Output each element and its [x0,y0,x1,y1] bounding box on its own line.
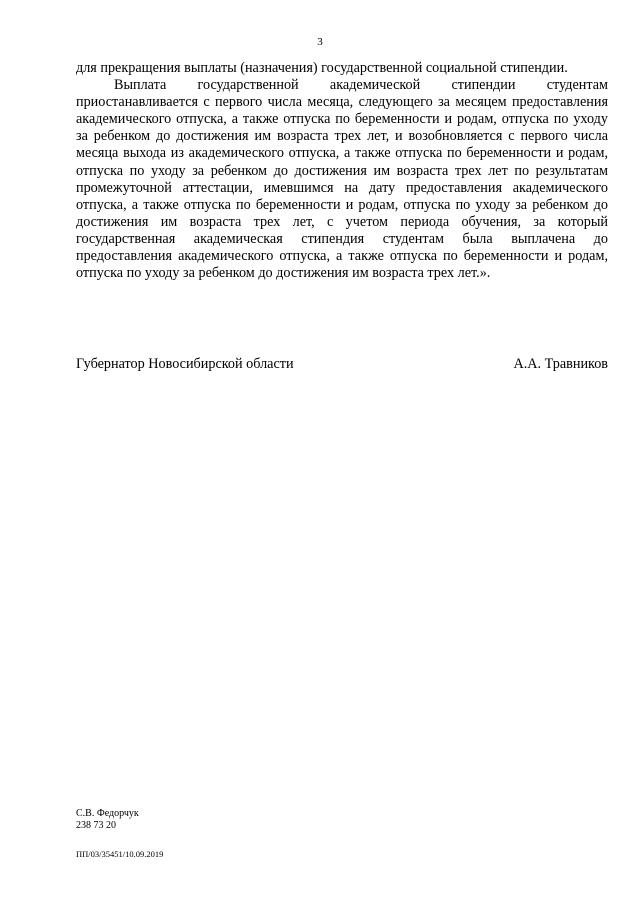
paragraph-stipend-suspension: Выплата государственной академической стипендии студентам приостанавливается с первого числа месяца, следующего за месяцем предоставления академического отпуска, а также отпуска по беременности и родам, отпуска по уходу за ребенком до достижения им возраста трех лет, и возобновляется с первого числа месяца выхода из академического отпуска, а также отпуска по беременности и родам, отпуска по уходу за ребенком до достижения им возраста трех лет по результатам промежуточной аттестации, имевшимся на дату предоставления академического отпуска, а также отпуска по беременности и родам, отпуска по уходу за ребенком до достижения им возраста трех лет, с учетом периода обучения, за который государственная академическая стипендия студентам была выплачена до предоставления академического отпуска, а также отпуска по беременности и родам, отпуска по уходу за ребенком до достижения им возраста трех лет.». [76,77,608,282]
document-body [76,60,608,282]
executor-contact [76,808,139,832]
executor-phone: 238 73 20 [76,820,116,831]
signature-block [76,356,608,373]
signatory-position: Губернатор Новосибирской области [76,356,294,372]
executor-name: С.В. Федорчук [76,808,139,819]
document-id: ПП/03/35451/10.09.2019 [76,849,164,859]
paragraph-continuation: для прекращения выплаты (назначения) государственной социальной стипендии. [76,60,568,76]
signatory-name: А.А. Травников [513,356,608,372]
page-number: 3 [317,36,323,48]
